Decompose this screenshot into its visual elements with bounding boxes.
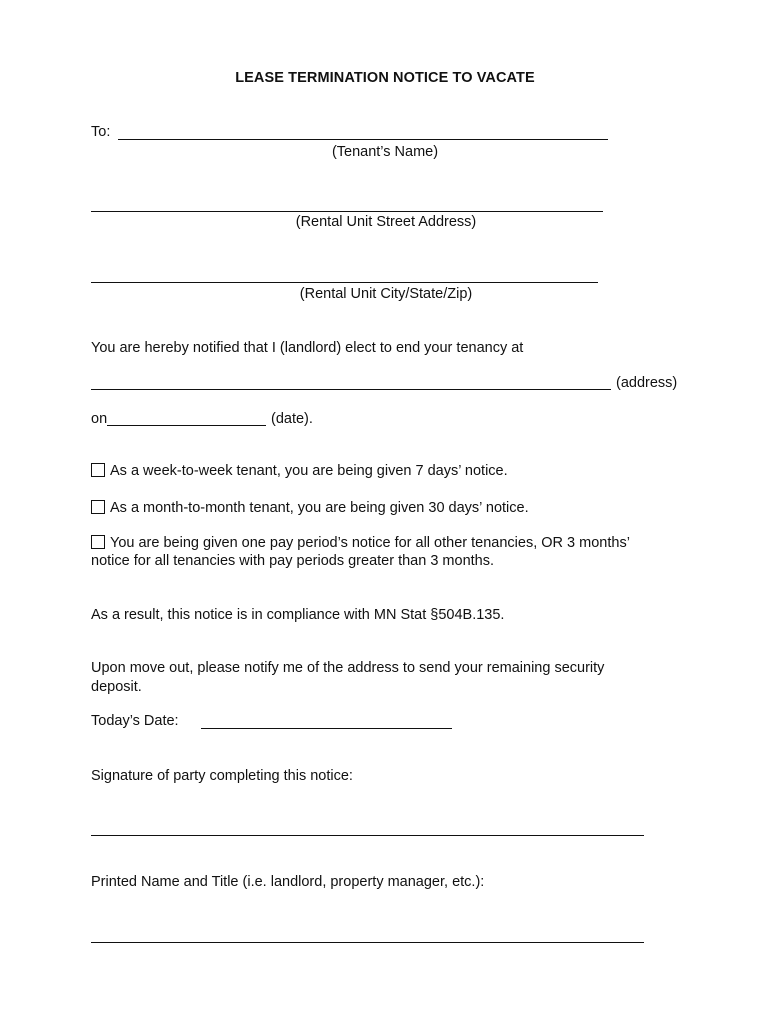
signature-line[interactable]	[91, 835, 644, 836]
option-month-to-month	[91, 500, 529, 516]
city-state-zip-caption: (Rental Unit City/State/Zip)	[299, 286, 473, 302]
street-address-line[interactable]	[91, 211, 603, 212]
city-state-zip-line[interactable]	[91, 282, 598, 283]
termination-date-line[interactable]	[107, 425, 266, 426]
option-other-tenancies-label: You are being given one pay period’s notice for all other tenancies, OR 3 months’	[110, 535, 630, 551]
option-month-to-month-label: As a month-to-month tenant, you are being given 30 days’ notice.	[110, 500, 529, 516]
printed-name-line[interactable]	[91, 942, 644, 943]
option-other-tenancies-continuation: notice for all tenancies with pay periods greater than 3 months.	[91, 553, 495, 569]
todays-date-line[interactable]	[201, 728, 452, 729]
tenant-name-caption: (Tenant’s Name)	[331, 144, 439, 160]
on-label: on	[91, 411, 108, 427]
notice-intro-text: You are hereby notified that I (landlord) elect to end your tenancy at	[91, 340, 524, 356]
checkbox-week-to-week[interactable]	[91, 463, 105, 477]
option-week-to-week-label: As a week-to-week tenant, you are being given 7 days’ notice.	[110, 463, 508, 479]
street-address-caption: (Rental Unit Street Address)	[295, 214, 477, 230]
tenant-name-line[interactable]	[118, 139, 608, 140]
option-week-to-week	[91, 463, 508, 479]
termination-address-line[interactable]	[91, 389, 611, 390]
signature-label: Signature of party completing this notice:	[91, 768, 353, 784]
to-label: To:	[91, 124, 111, 140]
checkbox-other-tenancies[interactable]	[91, 535, 105, 549]
todays-date-label: Today’s Date:	[91, 713, 179, 729]
printed-name-label: Printed Name and Title (i.e. landlord, property manager, etc.):	[91, 874, 485, 890]
address-suffix: (address)	[616, 375, 678, 391]
option-other-tenancies	[91, 535, 630, 551]
compliance-text: As a result, this notice is in compliance with MN Stat §504B.135.	[91, 607, 505, 623]
deposit-text-line1: Upon move out, please notify me of the address to send your remaining security	[91, 660, 605, 676]
deposit-text-line2: deposit.	[91, 679, 142, 695]
date-suffix: (date).	[271, 411, 313, 427]
checkbox-month-to-month[interactable]	[91, 500, 105, 514]
document-title: LEASE TERMINATION NOTICE TO VACATE	[235, 70, 535, 86]
